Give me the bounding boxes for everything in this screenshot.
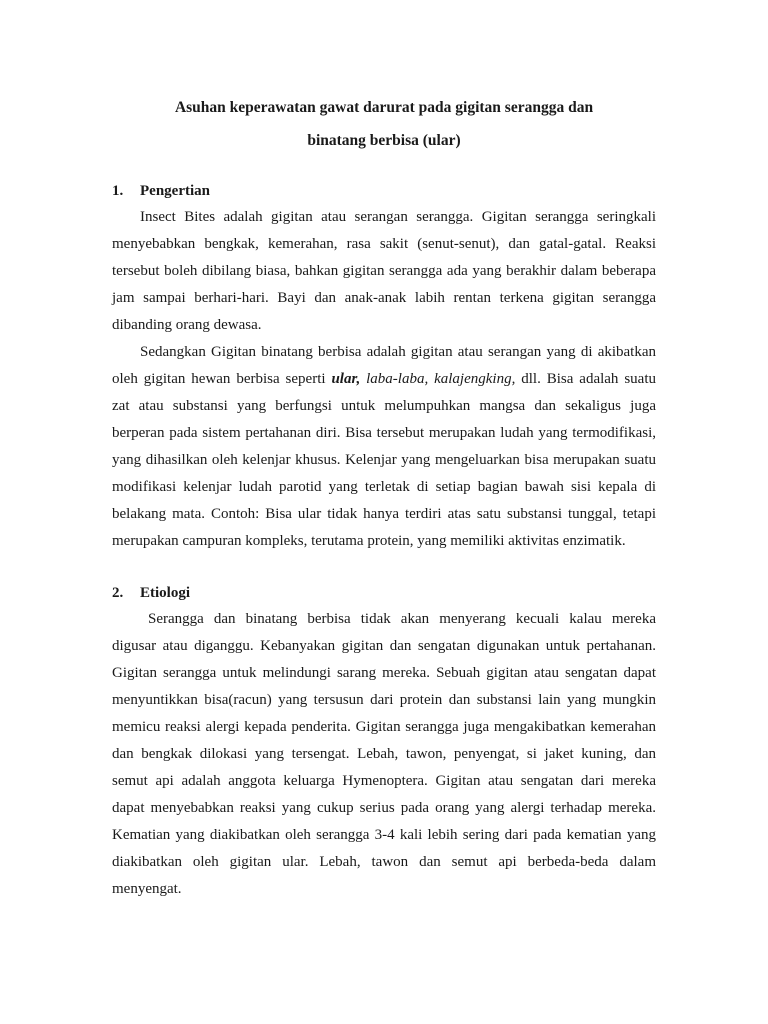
- paragraph-line: Kematian yang diakibatkan oleh serangga 3-4 kali lebih sering dari pada kematian yang: [112, 827, 656, 843]
- paragraph-line: belakang mata. Contoh: Bisa ular tidak hanya terdiri atas satu substansi tunggal, tetapi: [112, 506, 656, 522]
- paragraph-line: [112, 204, 656, 231]
- paragraph-line: merupakan campuran kompleks, terutama protein, yang memiliki aktivitas enzimatik.: [112, 533, 626, 549]
- paragraph-line: jam sampai berhari-hari. Bayi dan anak-anak labih rentan terkena gigitan serangga: [112, 290, 656, 306]
- section-1-number: 1.: [112, 183, 124, 199]
- paragraph-line: dapat menyebabkan reaksi yang cukup serius pada orang yang alergi terhadap mereka.: [112, 800, 656, 816]
- paragraph-line: tersebut boleh dibilang biasa, bahkan gigitan serangga ada yang berakhir dalam beberapa: [112, 263, 656, 279]
- paragraph-line: berperan pada sistem pertahanan diri. Bisa tersebut merupakan ludah yang termodifikasi,: [112, 425, 656, 441]
- paragraph-line: modifikasi kelenjar ludah parotid yang terletak di setiap bagian bawah sisi kepala di: [112, 479, 656, 495]
- emphasis-examples: laba-laba, kalajengking,: [360, 371, 516, 387]
- line-text: Sedangkan Gigitan binatang berbisa adalah gigitan atau serangan yang di akibatkan: [140, 344, 656, 360]
- section-2-heading: [112, 583, 190, 603]
- section-1-heading: [112, 181, 210, 201]
- paragraph-line: [112, 339, 656, 366]
- paragraph-line: dan bengkak dilokasi yang tersengat. Lebah, tawon, penyengat, si jaket kuning, dan: [112, 746, 656, 762]
- paragraph-line: semut api adalah anggota keluarga Hymenoptera. Gigitan atau sengatan dari mereka: [112, 773, 656, 789]
- title-line-1: Asuhan keperawatan gawat darurat pada gigitan serangga dan: [174, 99, 594, 116]
- paragraph-line: [112, 606, 656, 633]
- paragraph-line: menyuntikkan bisa(racun) yang tersusun dari protein dan substansi lain yang mungkin: [112, 692, 656, 708]
- paragraph-line: menyebabkan bengkak, kemerahan, rasa sakit (senut-senut), dan gatal-gatal. Reaksi: [112, 236, 656, 252]
- paragraph-line: dibanding orang dewasa.: [112, 317, 262, 333]
- paragraph-line: memicu reaksi alergi kepada penderita. Gigitan serangga juga mengakibatkan kemerahan: [112, 719, 656, 735]
- document-title: [0, 91, 768, 157]
- paragraph-line: yang dihasilkan oleh kelenjar khusus. Kelenjar yang mengeluarkan bisa merupakan suatu: [112, 452, 656, 468]
- section-2-number: 2.: [112, 585, 124, 601]
- paragraph-line: zat atau substansi yang berfungsi untuk melumpuhkan mangsa dan sekaligus juga: [112, 398, 656, 414]
- line-text: Serangga dan binatang berbisa tidak akan menyerang kecuali kalau mereka: [148, 611, 656, 627]
- paragraph-line: diakibatkan oleh gigitan ular. Lebah, tawon dan semut api berbeda-beda dalam: [112, 854, 656, 870]
- section-2-title: Etiologi: [140, 585, 191, 601]
- section-2-paragraph-1: [112, 606, 656, 903]
- paragraph-line: digusar atau diganggu. Kebanyakan gigitan dan sengatan digunakan untuk pertahanan.: [112, 638, 656, 654]
- paragraph-line: [112, 366, 656, 393]
- section-1-paragraph-1: [112, 204, 656, 339]
- title-line-2: binatang berbisa (ular): [307, 132, 461, 149]
- paragraph-line: menyengat.: [112, 881, 182, 897]
- line-text: Insect Bites adalah gigitan atau serangan serangga. Gigitan serangga seringkali: [140, 209, 656, 225]
- section-1-title: Pengertian: [140, 183, 210, 199]
- line-text: dll. Bisa adalah suatu: [515, 371, 656, 387]
- emphasis-ular: ular,: [331, 371, 361, 387]
- line-text: oleh gigitan hewan berbisa seperti: [112, 371, 332, 387]
- paragraph-line: Gigitan serangga untuk melindungi sarang mereka. Sebuah gigitan atau sengatan dapat: [112, 665, 656, 681]
- section-1-paragraph-2: [112, 339, 656, 555]
